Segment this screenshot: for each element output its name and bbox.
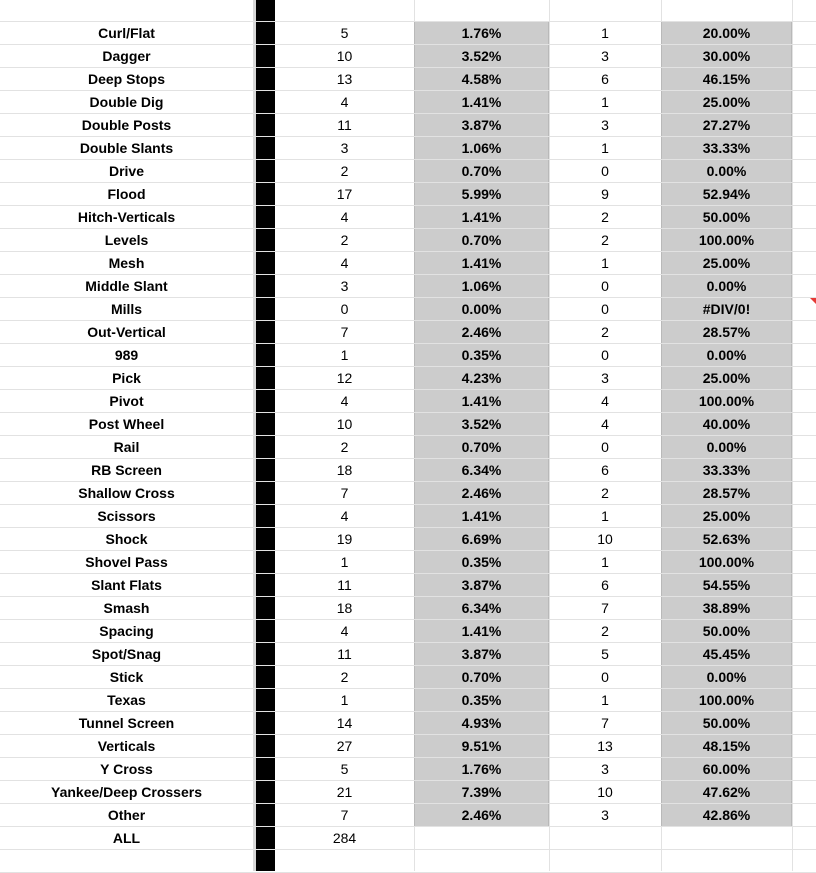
success-rate-cell[interactable]: 50.00% <box>661 206 792 229</box>
empty-cell[interactable] <box>792 45 816 68</box>
count-cell[interactable]: 0 <box>340 301 349 317</box>
table-row <box>0 528 816 551</box>
table-row <box>0 436 816 459</box>
share-percent-cell[interactable]: 7.39% <box>414 781 549 804</box>
table-row <box>0 689 816 712</box>
success-count-cell[interactable]: 3 <box>601 48 609 64</box>
play-name-cell[interactable]: Pick <box>112 370 141 386</box>
table-row <box>0 183 816 206</box>
play-name-cell[interactable]: Deep Stops <box>87 71 165 87</box>
play-name-cell[interactable]: Smash <box>103 600 150 616</box>
empty-cell[interactable] <box>792 712 816 735</box>
success-count-cell[interactable]: 3 <box>601 370 609 386</box>
count-cell[interactable]: 2 <box>340 439 349 455</box>
empty-cell[interactable] <box>792 68 816 91</box>
success-count-cell[interactable]: 7 <box>601 600 609 616</box>
table-row <box>0 390 816 413</box>
share-percent-cell[interactable]: 2.46% <box>414 321 549 344</box>
success-rate-cell[interactable]: 0.00% <box>661 436 792 459</box>
empty-row <box>0 850 816 873</box>
table-row <box>0 298 816 321</box>
success-rate-cell[interactable]: 60.00% <box>661 758 792 781</box>
table-row <box>0 275 816 298</box>
share-percent-cell[interactable]: 0.35% <box>414 344 549 367</box>
share-percent-cell[interactable]: 4.58% <box>414 68 549 91</box>
table-row <box>0 551 816 574</box>
success-rate-cell[interactable]: 28.57% <box>661 321 792 344</box>
play-name-cell[interactable]: Flood <box>107 186 146 202</box>
empty-cell[interactable] <box>792 114 816 137</box>
table-row <box>0 321 816 344</box>
count-cell[interactable]: 1 <box>340 554 349 570</box>
empty-cell[interactable] <box>792 620 816 643</box>
play-name-cell[interactable]: Out-Vertical <box>87 324 166 340</box>
count-cell[interactable]: 19 <box>336 531 353 547</box>
empty-cell[interactable] <box>792 321 816 344</box>
success-count-cell[interactable]: 7 <box>601 715 609 731</box>
count-cell[interactable]: 17 <box>336 186 353 202</box>
empty-cell[interactable] <box>792 804 816 827</box>
success-rate-cell[interactable]: 100.00% <box>661 390 792 413</box>
success-rate-cell[interactable]: 28.57% <box>661 482 792 505</box>
count-cell[interactable]: 10 <box>336 416 353 432</box>
success-count-cell[interactable]: 2 <box>601 324 609 340</box>
table-row <box>0 206 816 229</box>
success-rate-cell[interactable]: 54.55% <box>661 574 792 597</box>
share-percent-cell[interactable]: 1.41% <box>414 390 549 413</box>
success-rate-cell[interactable]: 0.00% <box>661 666 792 689</box>
count-cell[interactable]: 21 <box>336 784 353 800</box>
table-row <box>0 160 816 183</box>
play-name-cell[interactable]: Rail <box>113 439 140 455</box>
count-cell[interactable]: 4 <box>340 255 349 271</box>
success-rate-cell[interactable]: 52.94% <box>661 183 792 206</box>
share-percent-cell[interactable]: 3.87% <box>414 114 549 137</box>
table-row <box>0 620 816 643</box>
count-cell[interactable]: 1 <box>340 692 349 708</box>
success-count-cell[interactable]: 0 <box>601 669 609 685</box>
success-count-cell[interactable]: 2 <box>601 485 609 501</box>
success-count-cell[interactable]: 5 <box>601 646 609 662</box>
play-name-cell[interactable]: Texas <box>107 692 146 708</box>
count-cell[interactable]: 18 <box>336 600 353 616</box>
success-count-cell[interactable]: 3 <box>601 761 609 777</box>
share-percent-cell[interactable]: 2.46% <box>414 482 549 505</box>
share-percent-cell[interactable]: 1.76% <box>414 22 549 45</box>
empty-cell[interactable] <box>792 436 816 459</box>
total-label-cell[interactable]: ALL <box>112 830 141 846</box>
success-count-cell[interactable]: 1 <box>601 508 609 524</box>
share-percent-cell[interactable]: 3.52% <box>414 413 549 436</box>
share-percent-cell[interactable]: 6.34% <box>414 597 549 620</box>
table-row <box>0 137 816 160</box>
empty-cell[interactable] <box>792 229 816 252</box>
count-cell[interactable]: 4 <box>340 209 349 225</box>
empty-cell[interactable] <box>792 275 816 298</box>
success-count-cell[interactable]: 3 <box>601 807 609 823</box>
success-count-cell[interactable]: 10 <box>597 531 613 547</box>
success-rate-cell[interactable]: 27.27% <box>661 114 792 137</box>
play-name-cell[interactable]: Spot/Snag <box>91 646 162 662</box>
play-name-cell[interactable]: Middle Slant <box>85 278 168 294</box>
success-count-cell[interactable]: 6 <box>601 462 609 478</box>
empty-cell[interactable] <box>792 160 816 183</box>
play-name-cell[interactable]: Verticals <box>97 738 156 754</box>
count-cell[interactable]: 11 <box>337 117 352 133</box>
play-name-cell[interactable]: Spacing <box>99 623 154 639</box>
share-percent-cell[interactable]: 0.70% <box>414 436 549 459</box>
play-name-cell[interactable]: Pivot <box>109 393 144 409</box>
empty-cell[interactable] <box>792 597 816 620</box>
play-name-cell[interactable]: Levels <box>104 232 149 248</box>
success-count-cell[interactable]: 2 <box>601 232 609 248</box>
count-cell[interactable]: 7 <box>340 324 349 340</box>
play-name-cell[interactable]: Mesh <box>108 255 145 271</box>
play-name-cell[interactable]: Shovel Pass <box>85 554 168 570</box>
empty-cell[interactable] <box>414 827 549 850</box>
success-count-cell[interactable]: 6 <box>601 71 609 87</box>
empty-cell[interactable] <box>792 183 816 206</box>
share-percent-cell[interactable]: 1.76% <box>414 758 549 781</box>
success-rate-cell[interactable]: 20.00% <box>661 22 792 45</box>
success-count-cell[interactable]: 1 <box>601 94 609 110</box>
table-row <box>0 781 816 804</box>
success-rate-cell[interactable]: 52.63% <box>661 528 792 551</box>
share-percent-cell[interactable]: 3.87% <box>414 574 549 597</box>
play-name-cell[interactable]: Curl/Flat <box>98 25 155 41</box>
table-row <box>0 91 816 114</box>
count-cell[interactable]: 13 <box>336 71 353 87</box>
play-name-cell[interactable]: Dagger <box>102 48 151 64</box>
empty-cell[interactable] <box>792 482 816 505</box>
share-percent-cell[interactable]: 3.52% <box>414 45 549 68</box>
success-rate-cell[interactable]: 33.33% <box>661 459 792 482</box>
count-cell[interactable]: 4 <box>340 393 349 409</box>
empty-cell[interactable] <box>792 758 816 781</box>
empty-cell[interactable] <box>792 137 816 160</box>
success-rate-cell[interactable]: 40.00% <box>661 413 792 436</box>
count-cell[interactable]: 12 <box>336 370 353 386</box>
success-rate-cell[interactable]: 100.00% <box>661 229 792 252</box>
count-cell[interactable]: 3 <box>340 278 349 294</box>
success-count-cell[interactable]: 0 <box>601 278 609 294</box>
table-row <box>0 804 816 827</box>
comment-indicator-icon[interactable] <box>810 298 816 304</box>
success-rate-cell[interactable]: 0.00% <box>661 344 792 367</box>
play-name-cell[interactable]: Post Wheel <box>88 416 165 432</box>
success-rate-cell[interactable]: 0.00% <box>661 160 792 183</box>
success-rate-cell[interactable]: 50.00% <box>661 712 792 735</box>
table-row-top-edge <box>0 0 816 22</box>
share-percent-cell[interactable]: 3.87% <box>414 643 549 666</box>
play-name-cell[interactable]: Yankee/Deep Crossers <box>51 784 202 800</box>
empty-cell[interactable] <box>792 551 816 574</box>
success-count-cell[interactable]: 13 <box>597 738 613 754</box>
success-count-cell[interactable]: 6 <box>601 577 609 593</box>
success-rate-cell[interactable]: 25.00% <box>661 91 792 114</box>
success-rate-cell[interactable]: 42.86% <box>661 804 792 827</box>
success-rate-cell[interactable]: 25.00% <box>661 367 792 390</box>
play-name-cell[interactable]: Scissors <box>97 508 156 524</box>
play-name-cell[interactable]: Double Dig <box>89 94 164 110</box>
play-name-cell[interactable]: Shallow Cross <box>78 485 175 501</box>
count-cell[interactable]: 4 <box>340 508 349 524</box>
table-row <box>0 367 816 390</box>
table-row <box>0 45 816 68</box>
share-percent-cell[interactable]: 1.41% <box>414 505 549 528</box>
play-name-cell[interactable]: 989 <box>114 347 139 363</box>
table-row <box>0 597 816 620</box>
empty-cell[interactable] <box>792 390 816 413</box>
share-percent-cell[interactable]: 4.93% <box>414 712 549 735</box>
table-row <box>0 666 816 689</box>
share-percent-cell[interactable]: 0.35% <box>414 551 549 574</box>
success-count-cell[interactable]: 1 <box>601 554 609 570</box>
share-percent-cell[interactable]: 1.41% <box>414 91 549 114</box>
empty-cell[interactable] <box>792 22 816 45</box>
play-name-cell[interactable]: Tunnel Screen <box>78 715 175 731</box>
share-percent-cell[interactable]: 1.41% <box>414 620 549 643</box>
share-percent-cell[interactable]: 6.69% <box>414 528 549 551</box>
count-cell[interactable]: 5 <box>340 25 349 41</box>
success-count-cell[interactable]: 1 <box>601 692 609 708</box>
table-row <box>0 413 816 436</box>
play-name-cell[interactable]: Mills <box>110 301 143 317</box>
empty-cell[interactable] <box>792 735 816 758</box>
table-row <box>0 643 816 666</box>
empty-cell[interactable] <box>792 91 816 114</box>
share-percent-cell[interactable]: 5.99% <box>414 183 549 206</box>
count-cell[interactable]: 27 <box>336 738 353 754</box>
share-percent-cell[interactable]: 6.34% <box>414 459 549 482</box>
empty-cell[interactable] <box>792 827 816 850</box>
success-count-cell[interactable]: 0 <box>601 301 609 317</box>
count-cell[interactable]: 14 <box>336 715 353 731</box>
success-rate-cell[interactable]: 50.00% <box>661 620 792 643</box>
success-count-cell[interactable]: 10 <box>597 784 613 800</box>
table-row <box>0 712 816 735</box>
count-cell[interactable]: 11 <box>337 577 352 593</box>
success-count-cell[interactable]: 4 <box>601 416 609 432</box>
empty-cell[interactable] <box>792 413 816 436</box>
count-cell[interactable]: 4 <box>340 94 349 110</box>
success-count-cell[interactable]: 0 <box>601 439 609 455</box>
empty-cell[interactable] <box>792 528 816 551</box>
empty-cell[interactable] <box>792 367 816 390</box>
success-rate-cell[interactable]: #DIV/0! <box>661 298 792 321</box>
table-row <box>0 735 816 758</box>
share-percent-cell[interactable]: 0.70% <box>414 666 549 689</box>
play-name-cell[interactable]: Slant Flats <box>91 577 162 593</box>
play-name-cell[interactable]: Hitch-Verticals <box>77 209 176 225</box>
success-rate-cell[interactable]: 47.62% <box>661 781 792 804</box>
table-row <box>0 758 816 781</box>
empty-cell[interactable] <box>792 781 816 804</box>
share-percent-cell[interactable]: 0.00% <box>414 298 549 321</box>
success-rate-cell[interactable]: 25.00% <box>661 505 792 528</box>
total-count-cell[interactable]: 284 <box>332 830 357 846</box>
play-name-cell[interactable]: Y Cross <box>100 761 153 777</box>
count-cell[interactable]: 7 <box>340 807 349 823</box>
success-count-cell[interactable]: 1 <box>601 25 609 41</box>
empty-cell[interactable] <box>792 666 816 689</box>
count-cell[interactable]: 7 <box>340 485 349 501</box>
empty-cell[interactable] <box>792 344 816 367</box>
empty-cell[interactable] <box>792 206 816 229</box>
empty-cell[interactable] <box>792 298 816 321</box>
success-count-cell[interactable]: 0 <box>601 347 609 363</box>
table-row <box>0 229 816 252</box>
table-row <box>0 252 816 275</box>
play-name-cell[interactable]: RB Screen <box>91 462 162 478</box>
success-rate-cell[interactable]: 38.89% <box>661 597 792 620</box>
share-percent-cell[interactable]: 1.06% <box>414 275 549 298</box>
count-cell[interactable]: 4 <box>340 623 349 639</box>
share-percent-cell[interactable]: 1.41% <box>414 206 549 229</box>
play-name-cell[interactable]: Drive <box>108 163 145 179</box>
table-row <box>0 505 816 528</box>
success-rate-cell[interactable]: 100.00% <box>661 689 792 712</box>
success-count-cell[interactable]: 2 <box>601 209 609 225</box>
success-count-cell[interactable]: 0 <box>601 163 609 179</box>
table-row <box>0 22 816 45</box>
table-row <box>0 574 816 597</box>
table-row <box>0 459 816 482</box>
success-rate-cell[interactable]: 45.45% <box>661 643 792 666</box>
empty-cell[interactable] <box>792 459 816 482</box>
table-row <box>0 482 816 505</box>
empty-cell[interactable] <box>549 827 661 850</box>
table-row <box>0 68 816 91</box>
share-percent-cell[interactable]: 2.46% <box>414 804 549 827</box>
count-cell[interactable]: 2 <box>340 669 349 685</box>
count-cell[interactable]: 5 <box>340 761 349 777</box>
success-rate-cell[interactable]: 100.00% <box>661 551 792 574</box>
count-cell[interactable]: 2 <box>340 232 349 248</box>
count-cell[interactable]: 10 <box>336 48 353 64</box>
play-name-cell[interactable]: Stick <box>109 669 144 685</box>
play-name-cell[interactable]: Double Slants <box>79 140 174 156</box>
success-rate-cell[interactable]: 0.00% <box>661 275 792 298</box>
count-cell[interactable]: 3 <box>340 140 349 156</box>
share-percent-cell[interactable]: 0.70% <box>414 160 549 183</box>
total-row <box>0 827 816 850</box>
success-count-cell[interactable]: 2 <box>601 623 609 639</box>
empty-cell[interactable] <box>792 505 816 528</box>
share-percent-cell[interactable]: 0.35% <box>414 689 549 712</box>
count-cell[interactable]: 1 <box>340 347 349 363</box>
share-percent-cell[interactable]: 9.51% <box>414 735 549 758</box>
count-cell[interactable]: 2 <box>340 163 349 179</box>
empty-cell[interactable] <box>792 252 816 275</box>
success-rate-cell[interactable]: 25.00% <box>661 252 792 275</box>
play-name-cell[interactable]: Other <box>107 807 146 823</box>
success-count-cell[interactable]: 1 <box>601 255 609 271</box>
count-cell[interactable]: 11 <box>337 646 352 662</box>
empty-cell[interactable] <box>792 574 816 597</box>
share-percent-cell[interactable]: 1.41% <box>414 252 549 275</box>
share-percent-cell[interactable]: 0.70% <box>414 229 549 252</box>
success-rate-cell[interactable]: 33.33% <box>661 137 792 160</box>
count-cell[interactable]: 18 <box>336 462 353 478</box>
empty-cell[interactable] <box>792 643 816 666</box>
success-rate-cell[interactable]: 46.15% <box>661 68 792 91</box>
table-row <box>0 114 816 137</box>
success-count-cell[interactable]: 1 <box>601 140 609 156</box>
success-count-cell[interactable]: 4 <box>601 393 609 409</box>
share-percent-cell[interactable]: 1.06% <box>414 137 549 160</box>
success-count-cell[interactable]: 9 <box>601 186 609 202</box>
share-percent-cell[interactable]: 4.23% <box>414 367 549 390</box>
table-row <box>0 344 816 367</box>
play-name-cell[interactable]: Double Posts <box>81 117 172 133</box>
empty-cell[interactable] <box>661 827 792 850</box>
empty-cell[interactable] <box>792 689 816 712</box>
success-rate-cell[interactable]: 30.00% <box>661 45 792 68</box>
success-count-cell[interactable]: 3 <box>601 117 609 133</box>
play-name-cell[interactable]: Shock <box>105 531 148 547</box>
success-rate-cell[interactable]: 48.15% <box>661 735 792 758</box>
